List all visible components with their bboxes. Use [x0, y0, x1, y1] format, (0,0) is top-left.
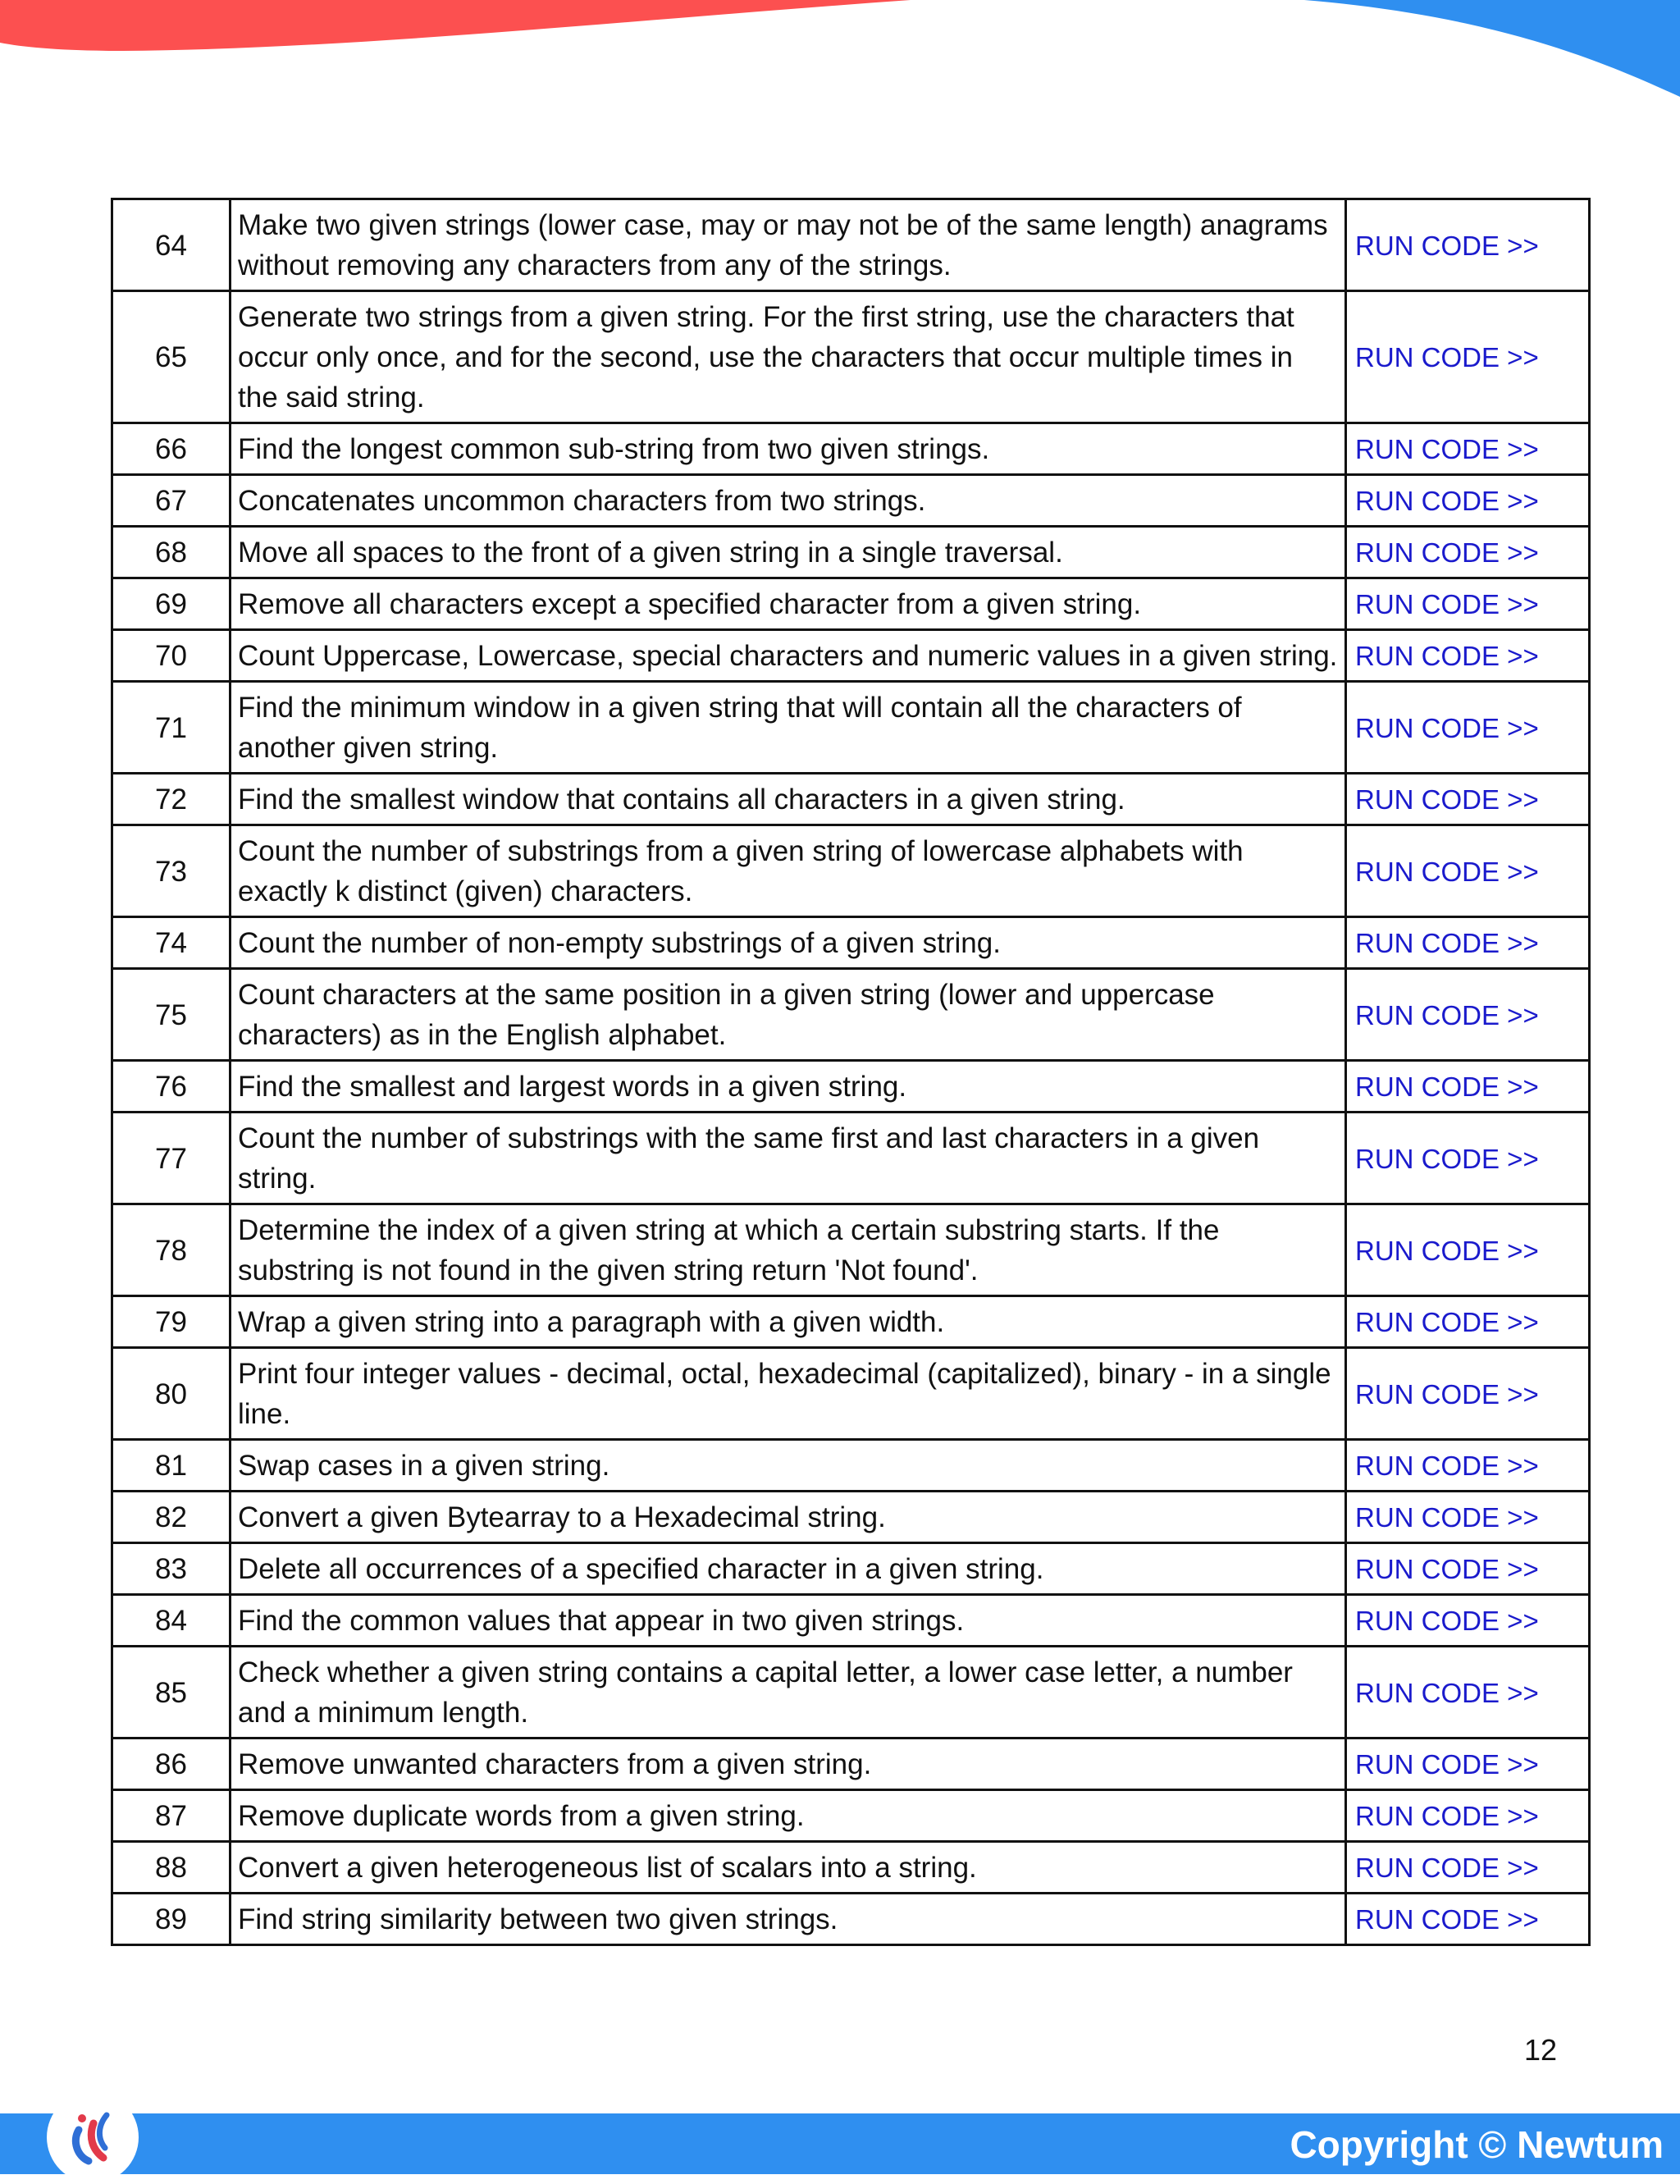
run-code-link[interactable]: RUN CODE >> — [1355, 1502, 1539, 1533]
run-code-cell — [1346, 969, 1590, 1061]
table-row — [112, 825, 1590, 917]
run-code-link[interactable]: RUN CODE >> — [1355, 1904, 1539, 1935]
exercise-number: 82 — [112, 1492, 231, 1543]
run-code-cell — [1346, 1790, 1590, 1842]
run-code-cell — [1346, 423, 1590, 475]
exercise-number: 68 — [112, 527, 231, 578]
table-row — [112, 475, 1590, 527]
exercise-number: 73 — [112, 825, 231, 917]
run-code-link[interactable]: RUN CODE >> — [1355, 589, 1539, 619]
table-row — [112, 1440, 1590, 1492]
exercise-number: 71 — [112, 682, 231, 774]
table-row — [112, 1492, 1590, 1543]
exercise-number: 66 — [112, 423, 231, 475]
exercise-description: Find string similarity between two given strings. — [231, 1894, 1346, 1945]
exercise-number: 78 — [112, 1204, 231, 1296]
run-code-link[interactable]: RUN CODE >> — [1355, 1451, 1539, 1481]
exercise-number: 74 — [112, 917, 231, 969]
exercise-number: 87 — [112, 1790, 231, 1842]
table-row — [112, 1595, 1590, 1647]
run-code-cell — [1346, 1842, 1590, 1894]
run-code-link[interactable]: RUN CODE >> — [1355, 1071, 1539, 1102]
exercise-description: Count the number of substrings with the same first and last characters in a given string. — [231, 1113, 1346, 1204]
exercise-description: Find the smallest window that contains all characters in a given string. — [231, 774, 1346, 825]
run-code-link[interactable]: RUN CODE >> — [1355, 641, 1539, 671]
run-code-cell — [1346, 774, 1590, 825]
newtum-logo-icon — [46, 2090, 139, 2184]
run-code-link[interactable]: RUN CODE >> — [1355, 928, 1539, 958]
exercise-table-body — [112, 199, 1590, 1945]
run-code-link[interactable]: RUN CODE >> — [1355, 486, 1539, 516]
run-code-cell — [1346, 1348, 1590, 1440]
exercise-number: 76 — [112, 1061, 231, 1113]
run-code-link[interactable]: RUN CODE >> — [1355, 434, 1539, 464]
exercise-number: 88 — [112, 1842, 231, 1894]
exercise-description: Find the longest common sub-string from two given strings. — [231, 423, 1346, 475]
exercise-number: 83 — [112, 1543, 231, 1595]
exercise-number: 89 — [112, 1894, 231, 1945]
exercise-description: Print four integer values - decimal, octal, hexadecimal (capitalized), binary - in a single line. — [231, 1348, 1346, 1440]
table-row — [112, 1790, 1590, 1842]
run-code-cell — [1346, 1739, 1590, 1790]
exercise-number: 86 — [112, 1739, 231, 1790]
run-code-cell — [1346, 527, 1590, 578]
run-code-cell — [1346, 1204, 1590, 1296]
run-code-link[interactable]: RUN CODE >> — [1355, 1378, 1539, 1410]
table-row — [112, 1113, 1590, 1204]
run-code-cell — [1346, 1647, 1590, 1739]
run-code-link[interactable]: RUN CODE >> — [1355, 1801, 1539, 1831]
table-row — [112, 1739, 1590, 1790]
run-code-cell — [1346, 682, 1590, 774]
run-code-cell — [1346, 475, 1590, 527]
red-wave-shape — [0, 0, 911, 51]
exercise-number: 69 — [112, 578, 231, 630]
table-row — [112, 1204, 1590, 1296]
table-row — [112, 1296, 1590, 1348]
exercise-number: 81 — [112, 1440, 231, 1492]
run-code-cell — [1346, 1440, 1590, 1492]
exercise-number: 79 — [112, 1296, 231, 1348]
run-code-cell — [1346, 1296, 1590, 1348]
exercise-description: Delete all occurrences of a specified character in a given string. — [231, 1543, 1346, 1595]
run-code-link[interactable]: RUN CODE >> — [1355, 342, 1539, 372]
table-row — [112, 774, 1590, 825]
exercise-number: 84 — [112, 1595, 231, 1647]
run-code-cell — [1346, 1492, 1590, 1543]
table-row — [112, 969, 1590, 1061]
table-row — [112, 527, 1590, 578]
copyright-text: Copyright © Newtum — [1290, 2123, 1664, 2166]
exercise-number: 72 — [112, 774, 231, 825]
run-code-link[interactable]: RUN CODE >> — [1355, 1307, 1539, 1337]
exercise-description: Convert a given Bytearray to a Hexadecimal string. — [231, 1492, 1346, 1543]
exercise-description: Remove all characters except a specified character from a given string. — [231, 578, 1346, 630]
run-code-link[interactable]: RUN CODE >> — [1355, 1235, 1539, 1266]
page-number: 12 — [1523, 2033, 1557, 2067]
exercise-description: Remove duplicate words from a given string. — [231, 1790, 1346, 1842]
table-row — [112, 578, 1590, 630]
run-code-cell — [1346, 1894, 1590, 1945]
run-code-cell — [1346, 578, 1590, 630]
run-code-cell — [1346, 825, 1590, 917]
exercise-description: Generate two strings from a given string. For the first string, use the characters that occur only once, and for the second, use the characters that occur multiple times in the said string. — [231, 291, 1346, 423]
run-code-link[interactable]: RUN CODE >> — [1355, 1554, 1539, 1584]
run-code-cell — [1346, 917, 1590, 969]
exercise-description: Swap cases in a given string. — [231, 1440, 1346, 1492]
exercise-number: 75 — [112, 969, 231, 1061]
run-code-link[interactable]: RUN CODE >> — [1355, 1677, 1539, 1708]
table-row — [112, 1894, 1590, 1945]
exercise-description: Find the minimum window in a given string that will contain all the characters of another given string. — [231, 682, 1346, 774]
table-row — [112, 423, 1590, 475]
run-code-link[interactable]: RUN CODE >> — [1355, 1853, 1539, 1883]
table-row — [112, 682, 1590, 774]
run-code-cell — [1346, 1061, 1590, 1113]
table-row — [112, 1061, 1590, 1113]
exercise-description: Count Uppercase, Lowercase, special characters and numeric values in a given string. — [231, 630, 1346, 682]
exercise-description: Find the smallest and largest words in a given string. — [231, 1061, 1346, 1113]
run-code-cell — [1346, 291, 1590, 423]
table-row — [112, 1543, 1590, 1595]
exercise-description: Move all spaces to the front of a given string in a single traversal. — [231, 527, 1346, 578]
exercise-description: Wrap a given string into a paragraph with a given width. — [231, 1296, 1346, 1348]
table-row — [112, 630, 1590, 682]
run-code-link[interactable]: RUN CODE >> — [1355, 999, 1539, 1030]
exercise-number: 77 — [112, 1113, 231, 1204]
table-row — [112, 1647, 1590, 1739]
exercise-number: 64 — [112, 199, 231, 291]
exercise-description: Count characters at the same position in a given string (lower and uppercase characters) as in the English alphabet. — [231, 969, 1346, 1061]
run-code-link[interactable]: RUN CODE >> — [1355, 784, 1539, 815]
run-code-link[interactable]: RUN CODE >> — [1355, 1749, 1539, 1780]
table-row — [112, 1348, 1590, 1440]
run-code-cell — [1346, 1595, 1590, 1647]
table-row — [112, 1842, 1590, 1894]
exercise-description: Find the common values that appear in two given strings. — [231, 1595, 1346, 1647]
exercise-table — [111, 198, 1591, 1946]
exercise-description: Determine the index of a given string at which a certain substring starts. If the substring is not found in the given string return 'Not found'. — [231, 1204, 1346, 1296]
exercise-description: Remove unwanted characters from a given string. — [231, 1739, 1346, 1790]
exercise-number: 65 — [112, 291, 231, 423]
run-code-link[interactable]: RUN CODE >> — [1355, 1143, 1539, 1174]
exercise-description: Check whether a given string contains a capital letter, a lower case letter, a number and a minimum length. — [231, 1647, 1346, 1739]
exercise-description: Convert a given heterogeneous list of scalars into a string. — [231, 1842, 1346, 1894]
run-code-cell — [1346, 199, 1590, 291]
blue-wave-shape — [1304, 0, 1680, 97]
table-row — [112, 291, 1590, 423]
run-code-link[interactable]: RUN CODE >> — [1355, 712, 1539, 743]
table-row — [112, 199, 1590, 291]
run-code-cell — [1346, 1543, 1590, 1595]
exercise-description: Count the number of non-empty substrings of a given string. — [231, 917, 1346, 969]
exercise-description: Make two given strings (lower case, may or may not be of the same length) anagrams without removing any characters from any of the strings. — [231, 199, 1346, 291]
exercise-description: Concatenates uncommon characters from two strings. — [231, 475, 1346, 527]
run-code-link[interactable]: RUN CODE >> — [1355, 230, 1539, 261]
exercise-description: Count the number of substrings from a given string of lowercase alphabets with exactly k distinct (given) characters. — [231, 825, 1346, 917]
run-code-link[interactable]: RUN CODE >> — [1355, 856, 1539, 887]
run-code-link[interactable]: RUN CODE >> — [1355, 1606, 1539, 1636]
run-code-link[interactable]: RUN CODE >> — [1355, 537, 1539, 568]
exercise-number: 80 — [112, 1348, 231, 1440]
run-code-cell — [1346, 1113, 1590, 1204]
top-wave-decoration — [0, 0, 1680, 107]
exercise-number: 67 — [112, 475, 231, 527]
exercise-number: 70 — [112, 630, 231, 682]
exercise-number: 85 — [112, 1647, 231, 1739]
run-code-cell — [1346, 630, 1590, 682]
table-row — [112, 917, 1590, 969]
